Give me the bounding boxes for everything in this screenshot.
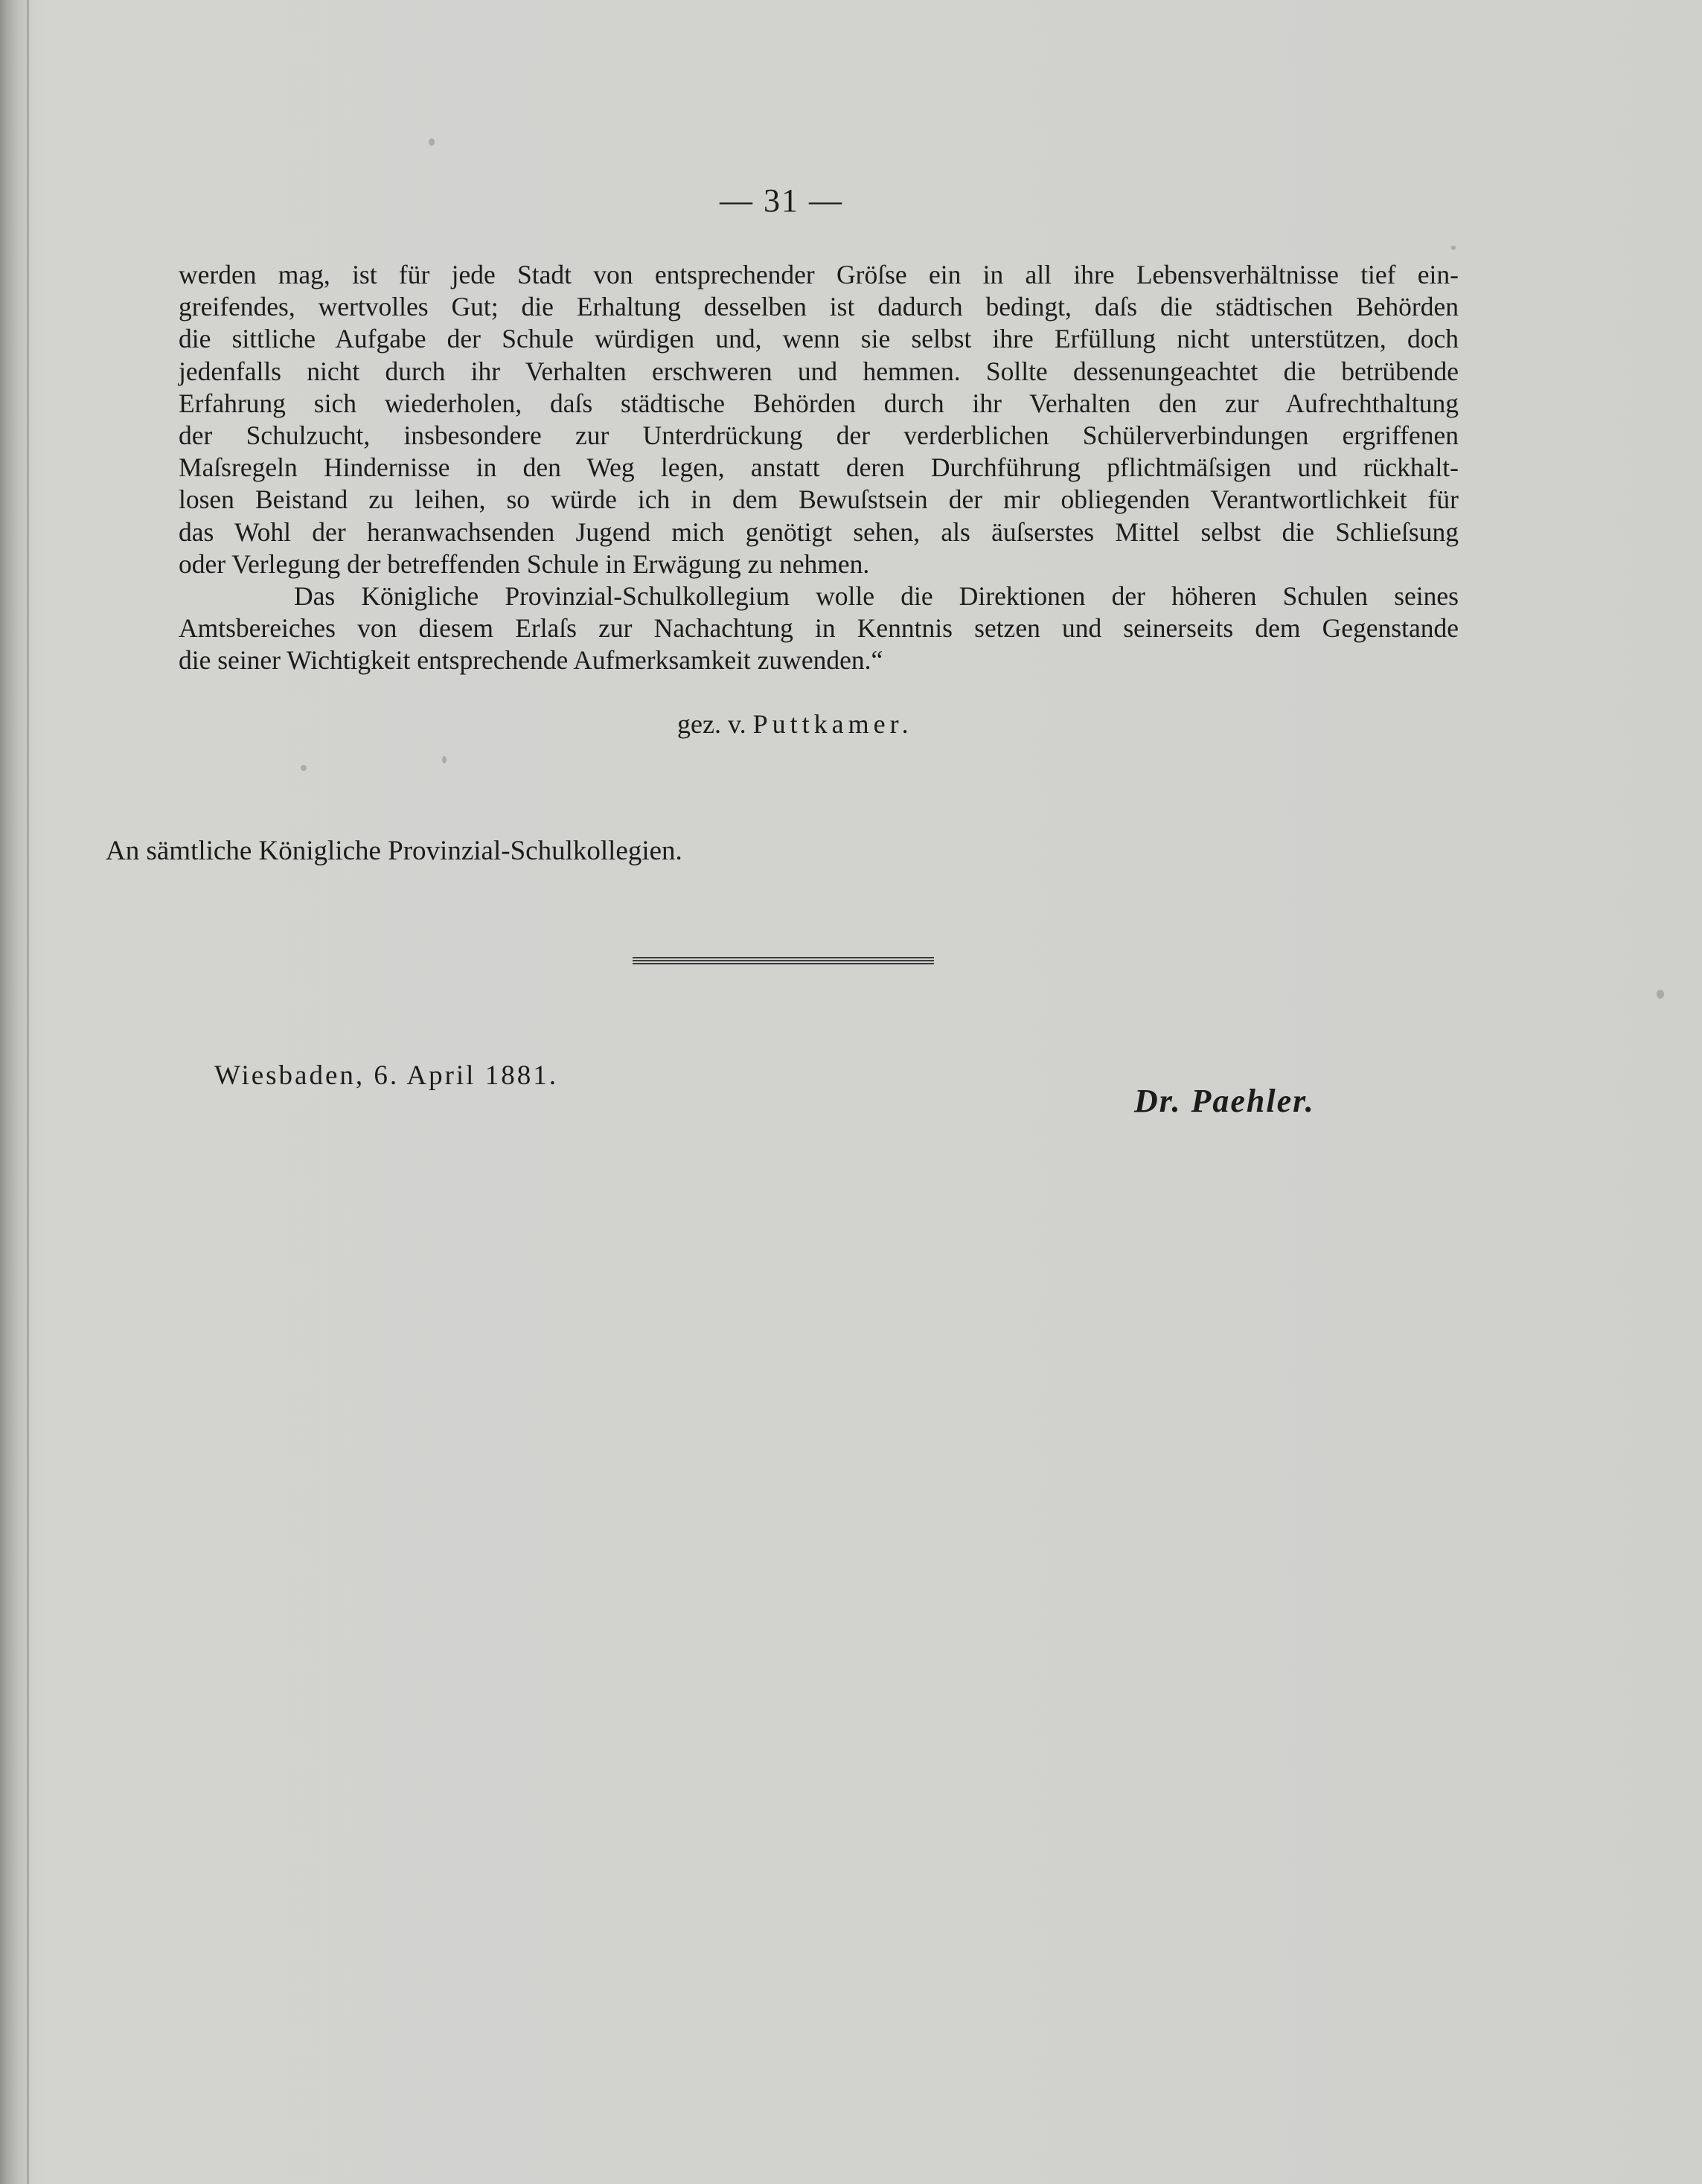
text-line: greifendes, wertvolles Gut; die Erhaltung desselben ist dadurch bedingt, daſs die städtischen Behörden (179, 292, 1459, 322)
scan-speck (301, 765, 307, 771)
signed-by (677, 708, 913, 740)
signed-prefix: gez. v. (677, 709, 746, 739)
text-line: das Wohl der heranwachsenden Jugend mich genötigt sehen, als äuſserstes Mittel selbst die Schlieſsung (179, 516, 1459, 547)
text-line: Das Königliche Provinzial-Schulkollegium wolle die Direktionen der höheren Schulen seines (294, 581, 1459, 612)
addressee: An sämtliche Königliche Provinzial-Schulkollegien. (106, 836, 682, 866)
scan-speck (442, 756, 447, 763)
page-number: — 31 — (720, 182, 843, 219)
text-line: Erfahrung sich wiederholen, daſs städtische Behörden durch ihr Verhalten den zur Aufrechthaltung (179, 388, 1459, 418)
page-binding-line (27, 0, 29, 2184)
body-text (179, 259, 1459, 677)
scan-speck (1657, 990, 1664, 999)
text-line: jedenfalls nicht durch ihr Verhalten erschweren und hemmen. Sollte dessenungeachtet die betrübende (179, 356, 1459, 386)
text-line: der Schulzucht, insbesondere zur Unterdrückung der verderblichen Schülerverbindungen ergriffenen (179, 420, 1459, 451)
text-line: die sittliche Aufgabe der Schule würdigen und, wenn sie selbst ihre Erfüllung nicht unterstützen, doch (179, 324, 1459, 354)
signed-name: Puttkamer. (752, 709, 913, 739)
scan-speck (1451, 246, 1456, 250)
section-divider (633, 957, 934, 966)
text-line: losen Beistand zu leihen, so würde ich in dem Bewuſstsein der mir obliegenden Verantwortlichkeit für (179, 484, 1459, 515)
text-line: oder Verlegung der betreffenden Schule in Erwägung zu nehmen. (179, 548, 870, 579)
text-line: Maſsregeln Hindernisse in den Weg legen, anstatt deren Durchführung pflichtmäſsigen und rückhalt- (179, 452, 1459, 483)
text-line: Amtsbereiches von diesem Erlaſs zur Nachachtung in Kenntnis setzen und seinerseits dem Gegenstande (179, 613, 1459, 644)
author-signature: Dr. Paehler. (1134, 1083, 1315, 1119)
place-date: Wiesbaden, 6. April 1881. (214, 1060, 558, 1091)
scan-speck (429, 138, 435, 146)
text-line: werden mag, ist für jede Stadt von entsprechender Gröſse ein in all ihre Lebensverhältnisse tief ein- (179, 260, 1459, 289)
text-line: die seiner Wichtigkeit entsprechende Aufmerksamkeit zuwenden.“ (179, 645, 883, 676)
